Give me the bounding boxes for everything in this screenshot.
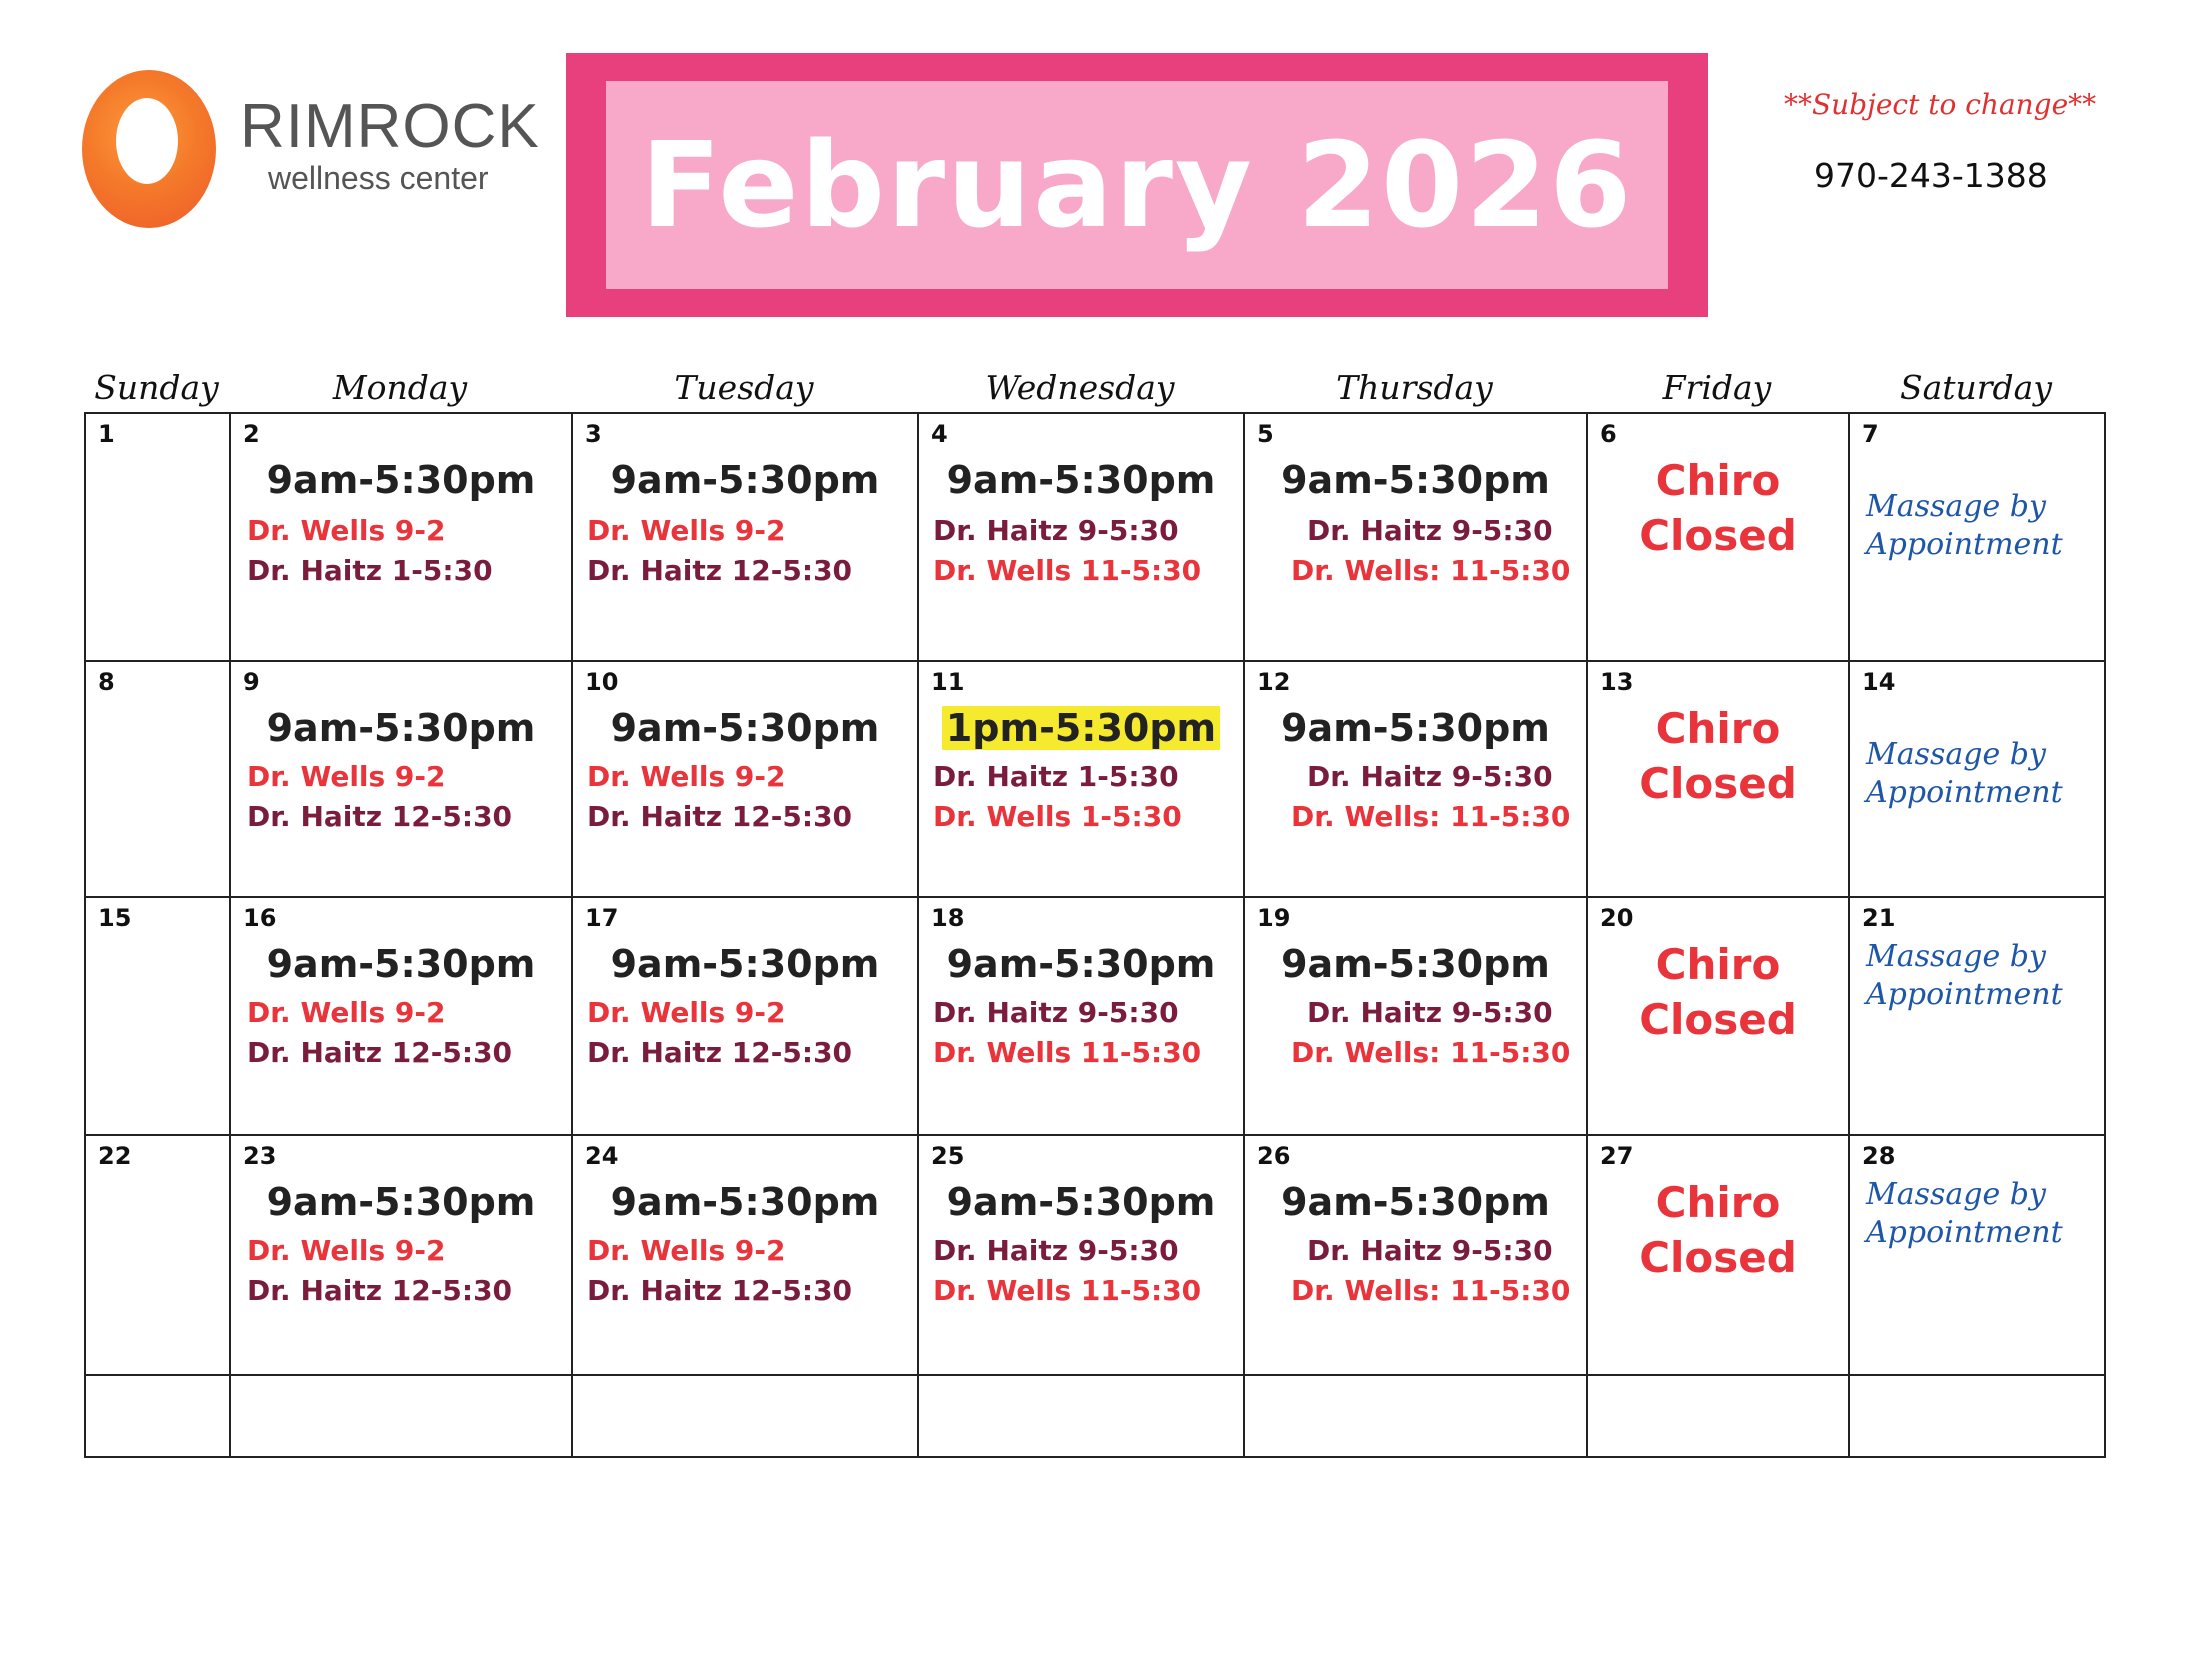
logo-icon [82, 70, 216, 228]
chiro-closed [1588, 454, 1848, 563]
doctor-schedule: Dr. Haitz 9-5:30 [1307, 760, 1553, 793]
day-number: 27 [1600, 1142, 1634, 1170]
day-number: 28 [1862, 1142, 1896, 1170]
day-cell [86, 662, 231, 898]
day-cell [231, 414, 573, 662]
logo-subtitle: wellness center [268, 160, 489, 196]
day-cell [919, 662, 1245, 898]
title-banner-inner [606, 81, 1668, 289]
doctor-schedule: Dr. Haitz 12-5:30 [587, 800, 853, 833]
doctor-schedule: Dr. Haitz 12-5:30 [587, 554, 853, 587]
clinic-hours: 9am-5:30pm [1281, 458, 1550, 502]
calendar-grid [84, 412, 2106, 1458]
day-number: 5 [1257, 420, 1274, 448]
day-cell [573, 414, 919, 662]
day-number: 7 [1862, 420, 1879, 448]
chiro-closed [1588, 702, 1848, 811]
day-number: 25 [931, 1142, 965, 1170]
day-number: 23 [243, 1142, 277, 1170]
doctor-schedule: Dr. Wells 9-2 [587, 514, 786, 547]
dow-monday: Monday [332, 368, 468, 407]
doctor-schedule: Dr. Wells 11-5:30 [933, 1036, 1202, 1069]
clinic-hours: 9am-5:30pm [610, 1180, 880, 1224]
day-cell [1245, 662, 1588, 898]
day-cell [1588, 414, 1850, 662]
doctor-schedule: Dr. Wells 9-2 [247, 996, 446, 1029]
doctor-schedule: Dr. Wells 9-2 [247, 1234, 446, 1267]
doctor-schedule: Dr. Wells 11-5:30 [933, 1274, 1202, 1307]
closed-label: Closed [1639, 1232, 1797, 1282]
day-number: 18 [931, 904, 965, 932]
title-banner [566, 53, 1708, 317]
day-cell [1850, 414, 2106, 662]
massage-line: Massage by [1866, 1177, 2046, 1212]
doctor-schedule: Dr. Haitz 1-5:30 [933, 760, 1179, 793]
day-cell [86, 1136, 231, 1376]
chiro-closed [1588, 938, 1848, 1047]
day-number: 19 [1257, 904, 1291, 932]
dow-tuesday: Tuesday [674, 368, 814, 407]
closed-label: Closed [1639, 758, 1797, 808]
empty-cell [573, 1376, 919, 1458]
empty-cell [86, 1376, 231, 1458]
doctor-schedule: Dr. Wells: 11-5:30 [1291, 554, 1571, 587]
day-number: 2 [243, 420, 260, 448]
chiro-label: Chiro [1655, 940, 1781, 989]
clinic-hours: 9am-5:30pm [610, 942, 880, 986]
day-number: 11 [931, 668, 965, 696]
doctor-schedule: Dr. Wells 1-5:30 [933, 800, 1182, 833]
day-cell [1245, 898, 1588, 1136]
day-number: 6 [1600, 420, 1617, 448]
chiro-label: Chiro [1655, 1178, 1781, 1227]
massage-line: Massage by [1866, 489, 2046, 524]
clinic-hours: 9am-5:30pm [1281, 1180, 1550, 1224]
day-number: 15 [98, 904, 132, 932]
doctor-schedule: Dr. Haitz 9-5:30 [933, 1234, 1179, 1267]
day-cell [919, 898, 1245, 1136]
clinic-hours: 9am-5:30pm [266, 942, 536, 986]
day-cell [1245, 414, 1588, 662]
massage-note [1866, 938, 2063, 1013]
day-number: 1 [98, 420, 115, 448]
massage-line: Appointment [1866, 526, 2063, 562]
day-number: 13 [1600, 668, 1634, 696]
day-number: 3 [585, 420, 602, 448]
dow-sunday: Sunday [94, 368, 219, 407]
chiro-closed [1588, 1176, 1848, 1285]
chiro-label: Chiro [1655, 704, 1781, 753]
massage-note [1866, 736, 2063, 811]
day-number: 17 [585, 904, 619, 932]
dow-friday: Friday [1662, 368, 1772, 407]
clinic-hours: 9am-5:30pm [946, 1180, 1216, 1224]
massage-line: Massage by [1866, 939, 2046, 974]
page-title: February 2026 [640, 116, 1634, 254]
day-cell [1850, 662, 2106, 898]
day-cell [1850, 1136, 2106, 1376]
dow-thursday: Thursday [1336, 368, 1493, 407]
clinic-hours: 9am-5:30pm [1281, 706, 1550, 750]
day-cell [919, 414, 1245, 662]
day-number: 16 [243, 904, 277, 932]
doctor-schedule: Dr. Haitz 1-5:30 [247, 554, 493, 587]
massage-line: Appointment [1866, 774, 2063, 810]
clinic-hours-highlighted [919, 706, 1243, 750]
empty-cell [231, 1376, 573, 1458]
dow-wednesday: Wednesday [985, 368, 1175, 407]
day-number: 21 [1862, 904, 1896, 932]
day-cell [1588, 662, 1850, 898]
doctor-schedule: Dr. Haitz 9-5:30 [1307, 514, 1553, 547]
doctor-schedule: Dr. Haitz 9-5:30 [1307, 1234, 1553, 1267]
day-cell [86, 414, 231, 662]
day-number: 8 [98, 668, 115, 696]
doctor-schedule: Dr. Haitz 9-5:30 [933, 996, 1179, 1029]
doctor-schedule: Dr. Wells 9-2 [247, 514, 446, 547]
day-number: 12 [1257, 668, 1291, 696]
day-cell [1245, 1136, 1588, 1376]
doctor-schedule: Dr. Wells 11-5:30 [933, 554, 1202, 587]
day-number: 26 [1257, 1142, 1291, 1170]
day-cell [573, 662, 919, 898]
day-cell [231, 898, 573, 1136]
clinic-hours: 9am-5:30pm [1281, 942, 1550, 986]
day-cell [573, 898, 919, 1136]
day-number: 4 [931, 420, 948, 448]
massage-note [1866, 488, 2063, 563]
doctor-schedule: Dr. Wells 9-2 [587, 1234, 786, 1267]
day-number: 20 [1600, 904, 1634, 932]
day-cell [1588, 898, 1850, 1136]
closed-label: Closed [1639, 994, 1797, 1044]
doctor-schedule: Dr. Wells: 11-5:30 [1291, 800, 1571, 833]
clinic-hours: 9am-5:30pm [610, 706, 880, 750]
empty-cell [919, 1376, 1245, 1458]
empty-cell [1588, 1376, 1850, 1458]
day-cell [1850, 898, 2106, 1136]
day-number: 14 [1862, 668, 1896, 696]
dow-saturday: Saturday [1899, 368, 2052, 407]
massage-line: Massage by [1866, 737, 2046, 772]
doctor-schedule: Dr. Haitz 12-5:30 [247, 800, 513, 833]
logo-name: RIMROCK [240, 92, 540, 161]
subject-to-change-notice: **Subject to change** [1784, 88, 2097, 121]
phone-number: 970-243-1388 [1814, 156, 2048, 195]
doctor-schedule: Dr. Wells: 11-5:30 [1291, 1274, 1571, 1307]
day-number: 10 [585, 668, 619, 696]
day-cell [919, 1136, 1245, 1376]
doctor-schedule: Dr. Wells 9-2 [587, 996, 786, 1029]
doctor-schedule: Dr. Haitz 9-5:30 [1307, 996, 1553, 1029]
doctor-schedule: Dr. Haitz 12-5:30 [587, 1274, 853, 1307]
highlighted-hours: 1pm-5:30pm [942, 706, 1220, 750]
day-cell [573, 1136, 919, 1376]
doctor-schedule: Dr. Haitz 12-5:30 [247, 1274, 513, 1307]
day-cell [231, 662, 573, 898]
doctor-schedule: Dr. Wells 9-2 [587, 760, 786, 793]
day-cell [1588, 1136, 1850, 1376]
doctor-schedule: Dr. Haitz 12-5:30 [587, 1036, 853, 1069]
day-number: 22 [98, 1142, 132, 1170]
day-number: 24 [585, 1142, 619, 1170]
closed-label: Closed [1639, 510, 1797, 560]
clinic-hours: 9am-5:30pm [266, 706, 536, 750]
clinic-hours: 9am-5:30pm [266, 458, 536, 502]
day-cell [86, 898, 231, 1136]
clinic-hours: 9am-5:30pm [946, 942, 1216, 986]
doctor-schedule: Dr. Haitz 12-5:30 [247, 1036, 513, 1069]
day-number: 9 [243, 668, 260, 696]
massage-line: Appointment [1866, 1214, 2063, 1250]
massage-line: Appointment [1866, 976, 2063, 1012]
doctor-schedule: Dr. Wells 9-2 [247, 760, 446, 793]
massage-note [1866, 1176, 2063, 1251]
chiro-label: Chiro [1655, 456, 1781, 505]
empty-cell [1245, 1376, 1588, 1458]
doctor-schedule: Dr. Wells: 11-5:30 [1291, 1036, 1571, 1069]
doctor-schedule: Dr. Haitz 9-5:30 [933, 514, 1179, 547]
clinic-hours: 9am-5:30pm [946, 458, 1216, 502]
clinic-hours: 9am-5:30pm [266, 1180, 536, 1224]
day-cell [231, 1136, 573, 1376]
empty-cell [1850, 1376, 2106, 1458]
clinic-hours: 9am-5:30pm [610, 458, 880, 502]
